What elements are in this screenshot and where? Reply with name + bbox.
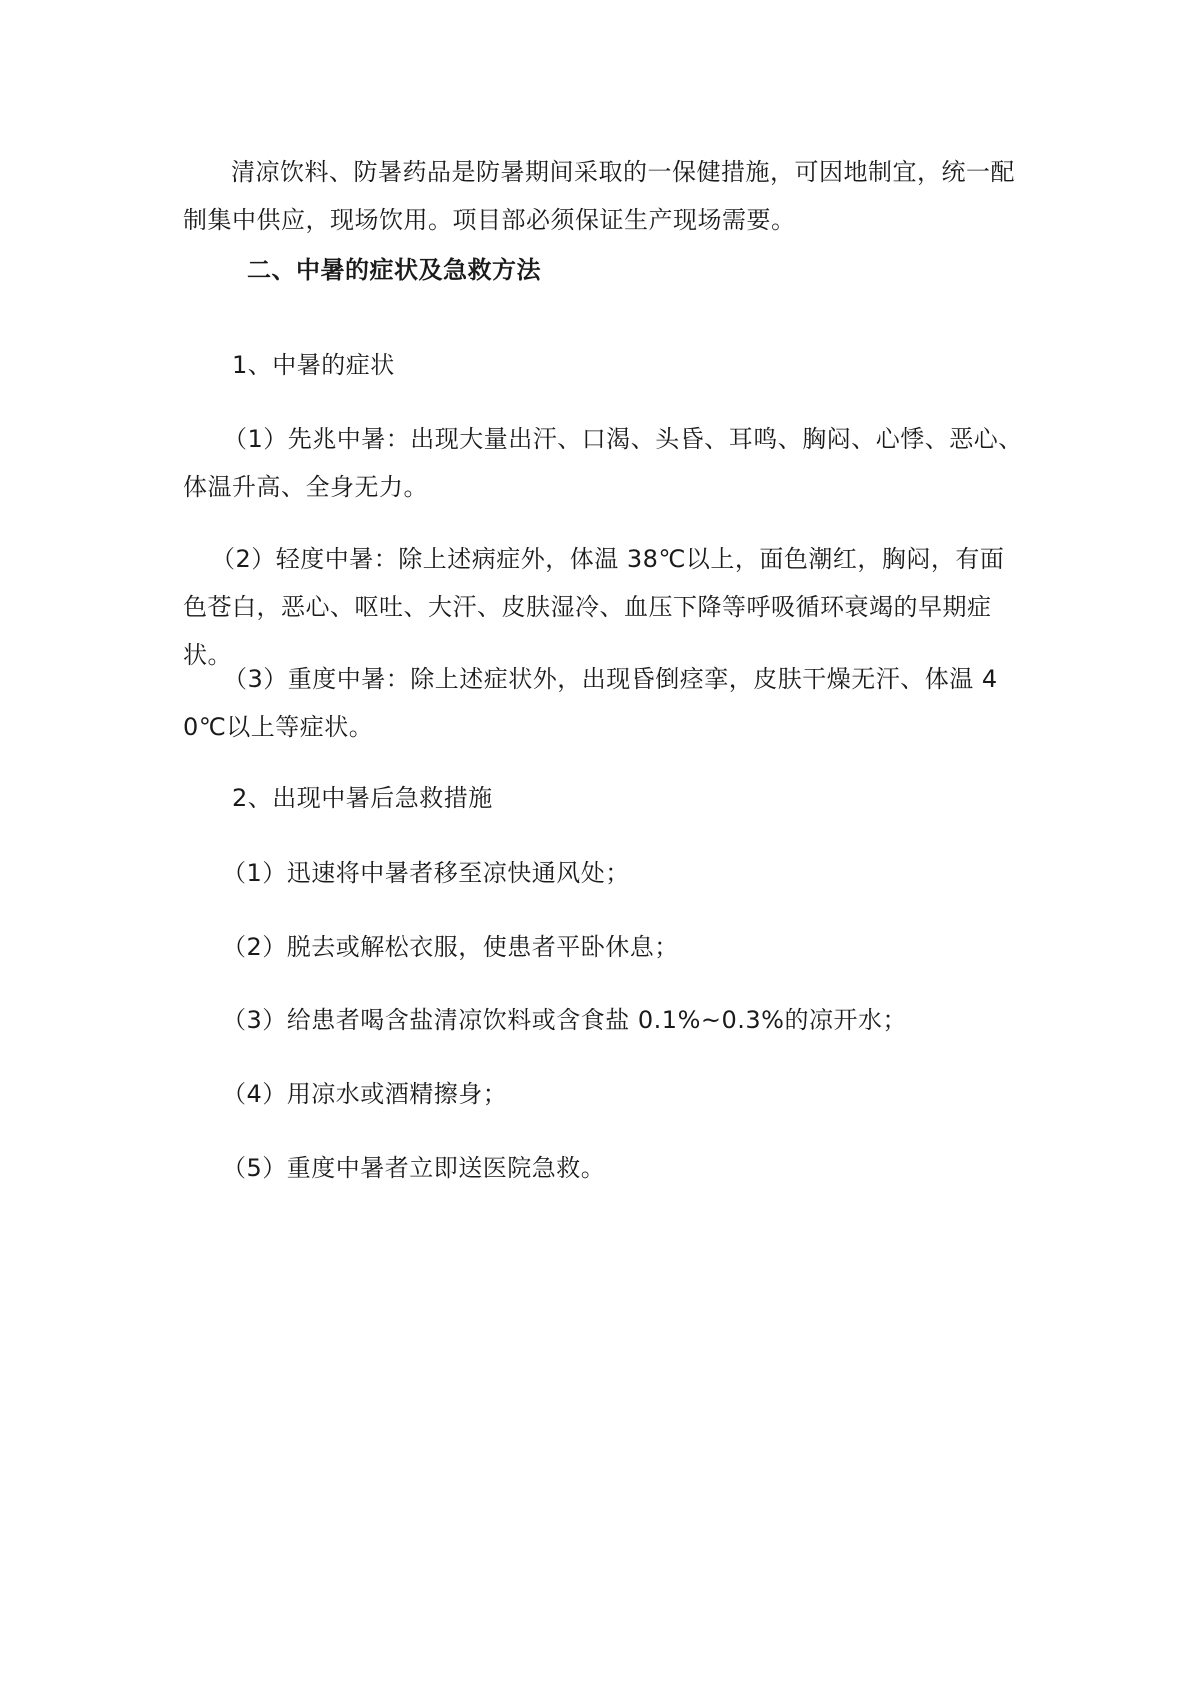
symptom-item-3: （3）重度中暑：除上述症状外，出现昏倒痉挛，皮肤干燥无汗、体温 40℃以上等症状。	[183, 665, 998, 741]
intro-paragraph: 清凉饮料、防暑药品是防暑期间采取的一保健措施，可因地制宜，统一配制集中供应，现场饮用。项目部必须保证生产现场需要。	[183, 158, 1015, 234]
symptom-item-2: （2）轻度中暑：除上述病症外，体温 38℃以上，面色潮红，胸闷，有面色苍白，恶心、呕吐、大汗、皮肤湿冷、血压下降等呼吸循环衰竭的早期症状。	[183, 545, 1005, 669]
subsection-title-measures: 2、出现中暑后急救措施	[232, 784, 493, 812]
subsection-title-symptoms: 1、中暑的症状	[232, 351, 395, 379]
section-heading: 二、中暑的症状及急救方法	[247, 256, 541, 284]
measure-item-3: （3）给患者喝含盐清凉饮料或含食盐 0.1%~0.3%的凉开水；	[222, 1006, 907, 1034]
measure-item-4: （4）用凉水或酒精擦身；	[222, 1080, 508, 1108]
symptom-item-1: （1）先兆中暑：出现大量出汗、口渴、头昏、耳鸣、胸闷、心悸、恶心、体温升高、全身无力。	[183, 425, 1023, 501]
measure-item-5: （5）重度中暑者立即送医院急救。	[222, 1154, 606, 1182]
measure-item-2: （2）脱去或解松衣服，使患者平卧休息；	[222, 933, 679, 961]
measure-item-1: （1）迅速将中暑者移至凉快通风处；	[222, 859, 630, 887]
